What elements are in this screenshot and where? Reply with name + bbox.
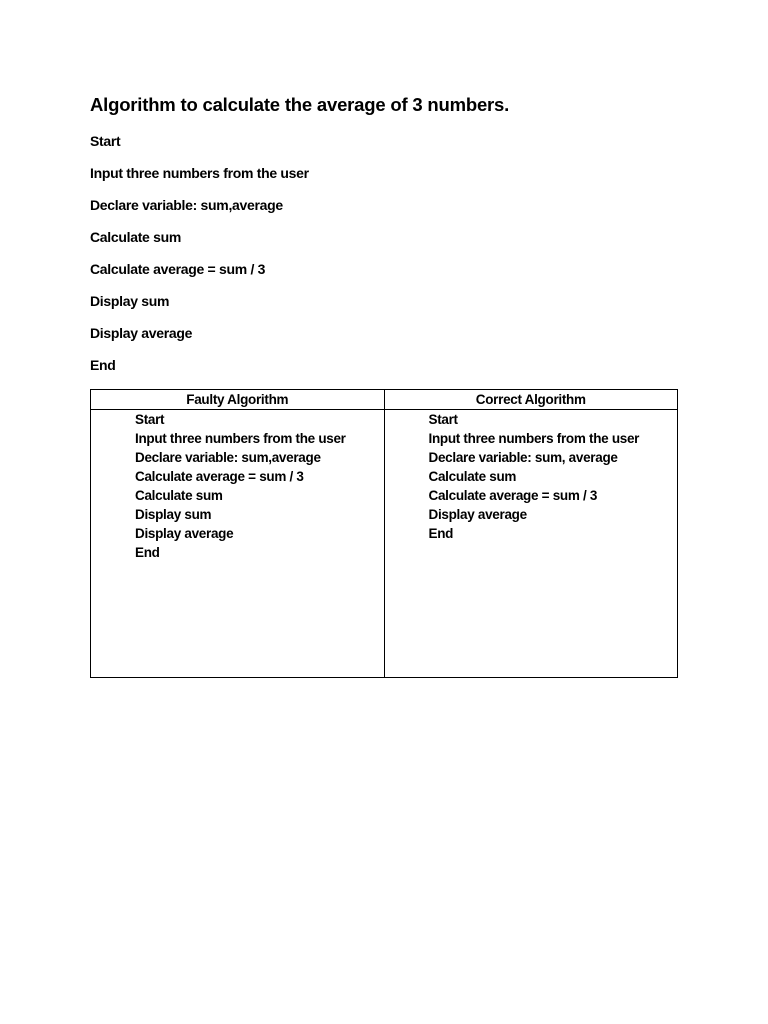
correct-algorithm-cell [384,410,678,678]
step-item: Calculate sum [90,229,182,245]
step-item: Calculate average = sum / 3 [90,261,266,277]
correct-step: Input three numbers from the user [428,431,640,446]
table-header-row [91,390,678,410]
step-item: Start [90,133,121,149]
document-title: Algorithm to calculate the average of 3 numbers. [90,94,510,115]
faulty-algorithm-cell [91,410,385,678]
correct-step: Calculate average = sum / 3 [428,488,598,503]
table-row [91,410,678,678]
faulty-step: Calculate average = sum / 3 [135,469,304,484]
step-item: Declare variable: sum,average [90,197,283,213]
faulty-algorithm-header: Faulty Algorithm [91,390,385,410]
comparison-table [90,389,678,678]
correct-algorithm-header: Correct Algorithm [384,390,678,410]
faulty-step: Display average [135,526,234,541]
faulty-steps-list [91,410,384,562]
faulty-step: Declare variable: sum,average [135,450,321,465]
correct-step: End [428,526,454,541]
step-item: Display sum [90,293,170,309]
correct-steps-list [385,410,678,543]
faulty-step: Start [135,412,165,427]
correct-step: Start [428,412,458,427]
faulty-step: Input three numbers from the user [135,431,346,446]
correct-step: Display average [428,507,527,522]
step-item: Display average [90,325,193,341]
step-item: End [90,357,116,373]
correct-step: Calculate sum [428,469,517,484]
faulty-step: Display sum [135,507,212,522]
correct-step: Declare variable: sum, average [428,450,618,465]
faulty-step: End [135,545,160,560]
faulty-step: Calculate sum [135,488,223,503]
algorithm-steps [90,131,309,387]
step-item: Input three numbers from the user [90,165,309,181]
